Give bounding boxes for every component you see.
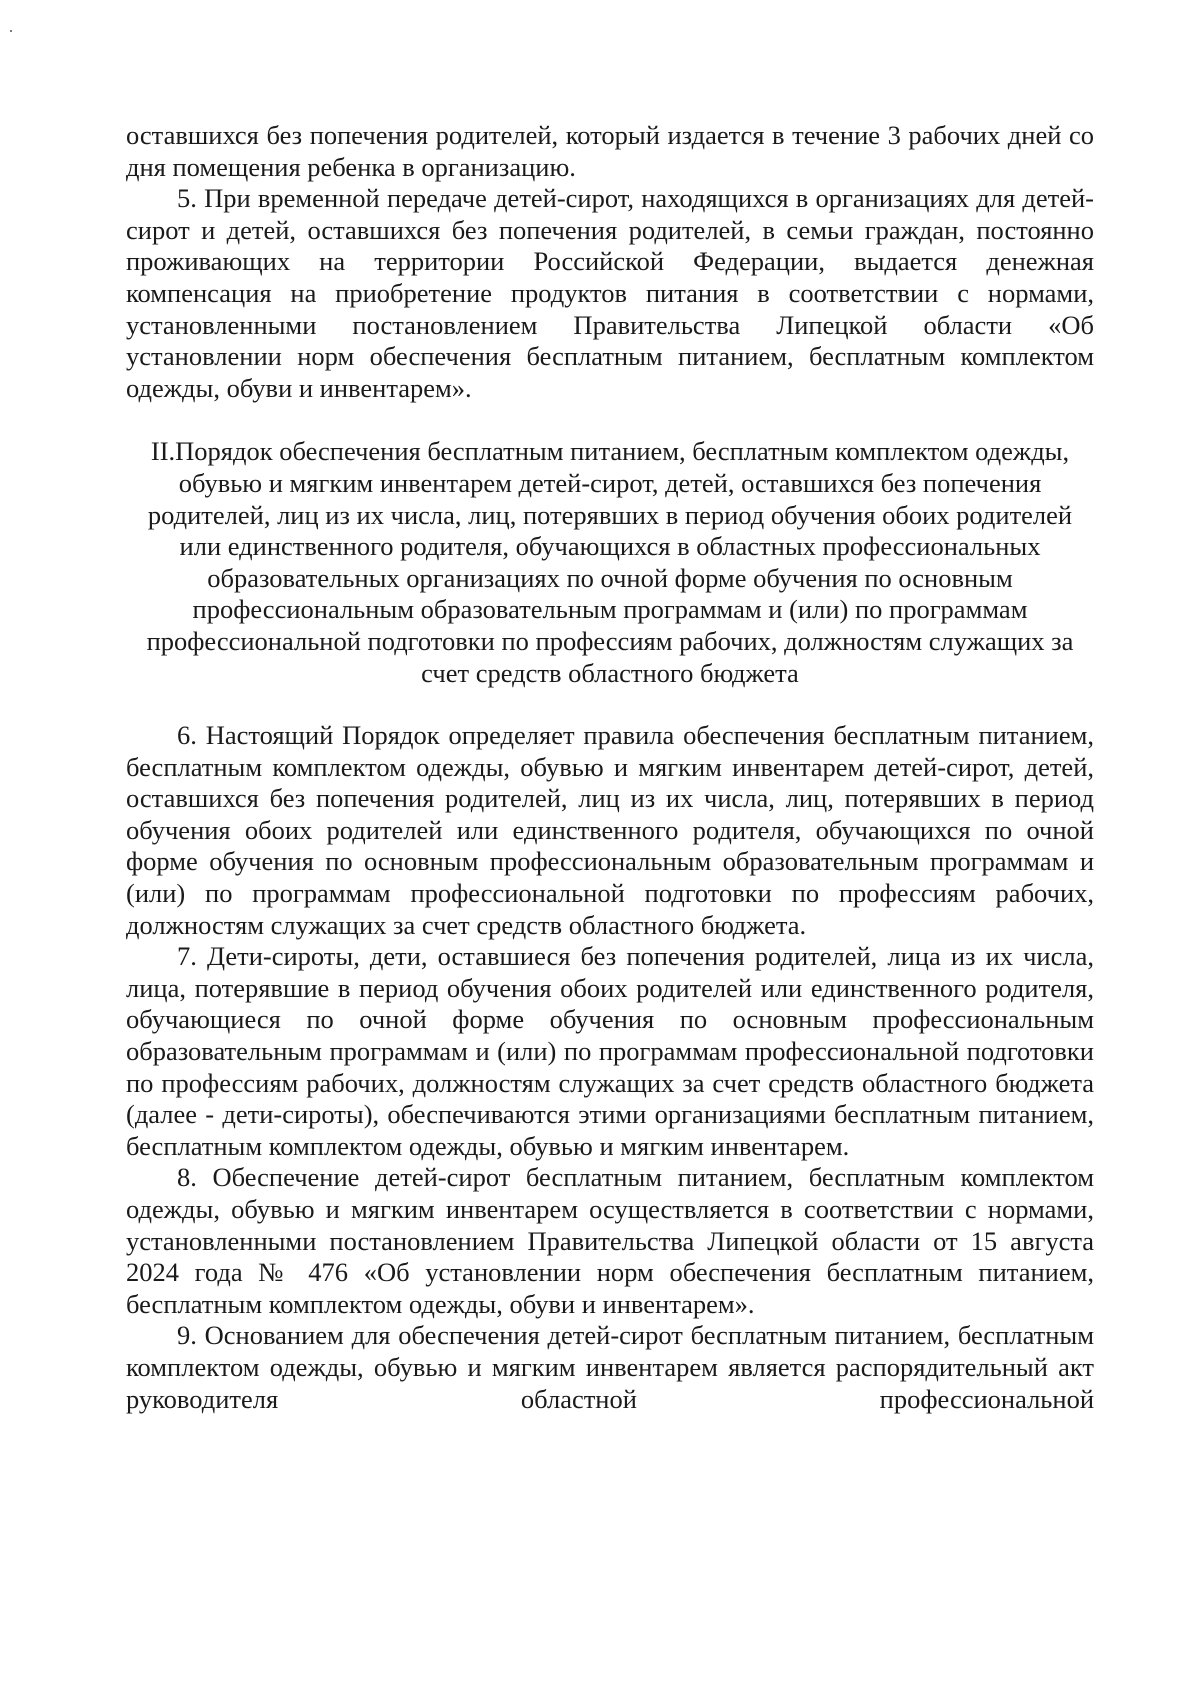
spacer [126,689,1094,720]
scan-speck [10,30,12,32]
paragraph-5: 5. При временной передаче детей-сирот, находящихся в организациях для детей-сирот и детей, оставшихся без попечения родителей, в семьи граждан, постоянно проживающих на территории Российской Федерации, выдается денежная компенсация на приобретение продуктов питания в соответствии с нормами, установленными постановлением Правительства Липецкой области «Об установлении норм обеспечения бесплатным питанием, бесплатным комплектом одежды, обуви и инвентарем». [126,183,1094,403]
opening-fragment: оставшихся без попечения родителей, который издается в течение 3 рабочих дней со дня помещения ребенка в организацию. [126,120,1094,182]
paragraph-6: 6. Настоящий Порядок определяет правила обеспечения бесплатным питанием, бесплатным комплектом одежды, обувью и мягким инвентарем детей-сирот, детей, оставшихся без попечения родителей, лиц из их числа, лиц, потерявших в период обучения обоих родителей или единственного родителя, обучающихся по очной форме обучения по основным профессиональным образовательным программам и (или) по программам профессиональной подготовки по профессиям рабочих, должностям служащих за счет средств областного бюджета. [126,720,1094,940]
section-heading: II.Порядок обеспечения бесплатным питанием, бесплатным комплектом одежды, обувью и мягким инвентарем детей-сирот, детей, оставшихся без попечения родителей, лиц из их числа, лиц, потерявших в период обучения обоих родителей или единственного родителя, обучающихся в областных профессиональных образовательных организациях по очной форме обучения по основным профессиональным образовательным программам и (или) по программам профессиональной подготовки по профессиям рабочих, должностям служащих за счет средств областного бюджета [146,436,1074,688]
paragraph-9: 9. Основанием для обеспечения детей-сирот бесплатным питанием, бесплатным комплектом одежды, обувью и мягким инвентарем является распорядительный акт руководителя областной профессиональной [126,1320,1094,1414]
paragraph-7: 7. Дети-сироты, дети, оставшиеся без попечения родителей, лица из их числа, лица, потерявшие в период обучения обоих родителей или единственного родителя, обучающиеся по очной форме обучения по основным профессиональным образовательным программам и (или) по программам профессиональной подготовки по профессиям рабочих, должностям служащих за счет средств областного бюджета (далее - дети-сироты), обеспечиваются этими организациями бесплатным питанием, бесплатным комплектом одежды, обувью и мягким инвентарем. [126,941,1094,1161]
page-body [126,120,1094,1415]
paragraph-8: 8. Обеспечение детей-сирот бесплатным питанием, бесплатным комплектом одежды, обувью и мягким инвентарем осуществляется в соответствии с нормами, установленными постановлением Правительства Липецкой области от 15 августа 2024 года № 476 «Об установлении норм обеспечения бесплатным питанием, бесплатным комплектом одежды, обуви и инвентарем». [126,1162,1094,1319]
spacer [126,404,1094,436]
